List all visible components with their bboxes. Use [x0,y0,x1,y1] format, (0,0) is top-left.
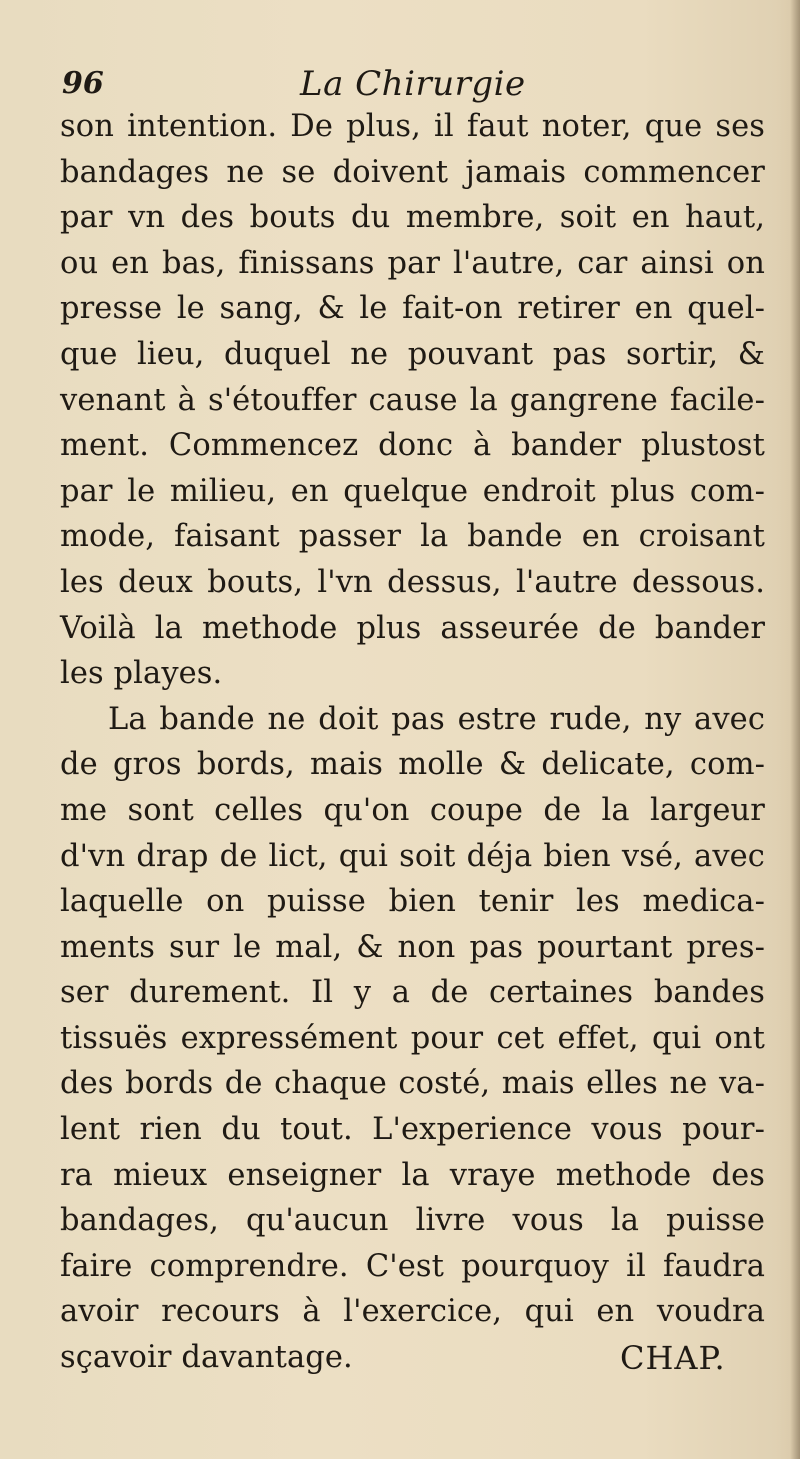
text-line: faire comprendre. C'est pourquoy il faudra [60,1248,765,1284]
text-line: les playes. [60,656,223,692]
text-line: son intention. De plus, il faut noter, que ses [60,109,765,144]
text-line: bandages, qu'aucun livre vous la puisse [60,1203,765,1239]
spine-shadow [790,0,800,1459]
text-line: de gros bords, mais molle & delicate, com- [60,747,765,783]
text-line: les deux bouts, l'vn dessus, l'autre dessous. [60,564,765,600]
text-line: par le milieu, en quelque endroit plus com- [60,473,765,509]
running-title: La Chirurgie [300,64,526,104]
running-head [0,62,800,106]
page-number: 96 [62,66,104,101]
catchword: CHAP. [620,1339,726,1377]
text-line: que lieu, duquel ne pouvant pas sortir, & [60,336,765,372]
text-line: laquelle on puisse bien tenir les medica- [60,884,765,920]
text-line: ra mieux enseigner la vraye methode des [60,1157,765,1193]
text-line: ment. Commencez donc à bander plustost [60,428,765,464]
text-line: par vn des bouts du membre, soit en haut, [60,200,765,236]
text-line: avoir recours à l'exercice, qui en voudra [60,1294,765,1330]
text-line: lent rien du tout. L'experience vous pour- [60,1112,765,1148]
text-line: me sont celles qu'on coupe de la largeur [60,792,765,828]
text-line: ments sur le mal, & non pas pourtant pres- [60,929,765,965]
paragraph-2 [60,697,765,1381]
text-line: Voilà la methode plus asseurée de bander [60,610,765,646]
text-line: bandages ne se doivent jamais commencer [60,154,765,190]
text-line: d'vn drap de lict, qui soit déja bien vsé, avec [60,838,765,874]
text-line: sçavoir davantage. [60,1340,353,1376]
text-line: tissuës expressément pour cet effet, qui ont [60,1020,765,1056]
text-line: ou en bas, finissans par l'autre, car ainsi on [60,245,765,281]
body-text [60,104,765,1381]
text-line: ser durement. Il y a de certaines bandes [60,975,765,1011]
text-line: presse le sang, & le fait-on retirer en quel- [60,291,765,327]
text-line: mode, faisant passer la bande en croisant [60,519,765,555]
text-line: des bords de chaque costé, mais elles ne va- [60,1066,765,1102]
text-line: venant à s'étouffer cause la gangrene facile- [60,382,765,418]
paragraph-1 [60,104,765,697]
text-line: La bande ne doit pas estre rude, ny avec [108,701,765,737]
